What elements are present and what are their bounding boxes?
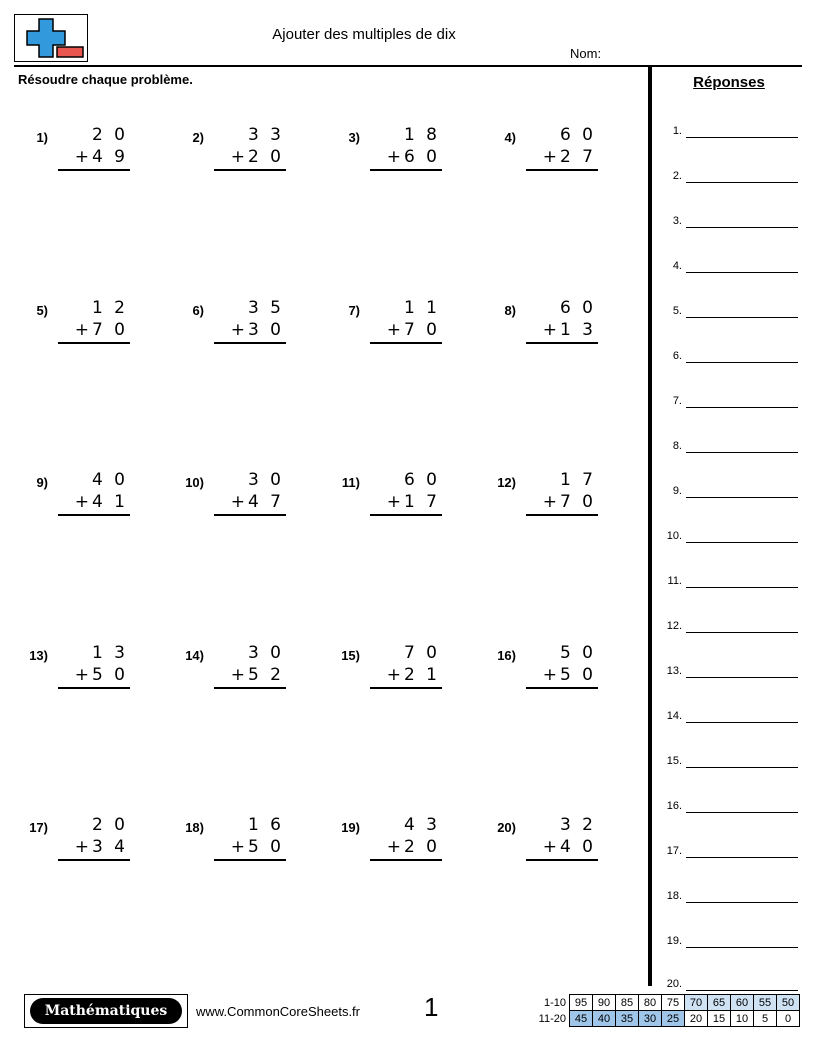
page-title: Ajouter des multiples de dix [272, 26, 456, 43]
problem-stack [370, 469, 442, 516]
score-cell: 45 [570, 1011, 593, 1027]
problem-addend-top: 1 8 [403, 125, 440, 145]
score-cell: 15 [708, 1011, 731, 1027]
problem-index: 2) [192, 130, 204, 145]
problem-index: 13) [29, 648, 48, 663]
problem-addend-bottom: +7 0 [74, 320, 128, 340]
problem-index: 5) [36, 303, 48, 318]
answer-row[interactable] [656, 974, 802, 994]
problem-addend-bottom: +5 2 [230, 665, 284, 685]
problem-addend-top: 4 3 [403, 815, 440, 835]
answer-index: 16. [666, 800, 682, 812]
problem-item [326, 457, 476, 517]
problem-stack [214, 814, 286, 861]
site-url: www.CommonCoreSheets.fr [196, 1004, 360, 1019]
problem-stack [58, 469, 130, 516]
problem-rule [526, 342, 598, 344]
problem-rule [214, 687, 286, 689]
problem-addend-top: 5 0 [559, 643, 596, 663]
problem-item [482, 457, 632, 517]
answer-row[interactable] [656, 121, 802, 141]
problem-item [482, 802, 632, 862]
problem-item [170, 457, 320, 517]
problem-stack [58, 297, 130, 344]
problem-addend-top: 1 2 [91, 298, 128, 318]
answer-index: 5. [672, 305, 682, 317]
problem-rule [58, 169, 130, 171]
problem-item [14, 112, 164, 172]
problem-item [482, 112, 632, 172]
problem-addend-bottom: +4 7 [230, 492, 284, 512]
answer-blank[interactable] [686, 632, 798, 633]
answer-blank[interactable] [686, 587, 798, 588]
problem-rule [58, 687, 130, 689]
answer-blank[interactable] [686, 542, 798, 543]
answer-index: 10. [666, 530, 682, 542]
problem-index: 16) [497, 648, 516, 663]
brand-label: Mathématiques [30, 998, 182, 1024]
answer-blank[interactable] [686, 452, 798, 453]
problem-addend-top: 2 0 [91, 815, 128, 835]
problem-addend-bottom: +4 1 [74, 492, 128, 512]
problem-stack [58, 642, 130, 689]
score-cell: 20 [685, 1011, 708, 1027]
problem-rule [526, 169, 598, 171]
problem-index: 12) [497, 475, 516, 490]
problem-index: 18) [185, 820, 204, 835]
answer-index: 12. [666, 620, 682, 632]
problem-index: 8) [504, 303, 516, 318]
score-cell: 80 [639, 995, 662, 1011]
answer-row[interactable] [656, 481, 802, 501]
answer-row[interactable] [656, 391, 802, 411]
problem-index: 1) [36, 130, 48, 145]
answer-row[interactable] [656, 571, 802, 591]
problem-rule [526, 514, 598, 516]
problems-grid [14, 112, 640, 982]
problem-addend-top: 2 0 [91, 125, 128, 145]
problem-stack [58, 814, 130, 861]
problem-stack [214, 124, 286, 171]
score-cell: 40 [593, 1011, 616, 1027]
score-cell: 10 [731, 1011, 754, 1027]
problem-addend-bottom: +4 0 [542, 837, 596, 857]
problem-index: 20) [497, 820, 516, 835]
answer-row[interactable] [656, 211, 802, 231]
problem-addend-bottom: +2 7 [542, 147, 596, 167]
problem-addend-bottom: +2 1 [386, 665, 440, 685]
score-cell: 95 [570, 995, 593, 1011]
answer-blank[interactable] [686, 947, 798, 948]
score-row-2 [532, 1011, 800, 1027]
problem-index: 14) [185, 648, 204, 663]
problem-addend-bottom: +2 0 [386, 837, 440, 857]
problem-item [14, 457, 164, 517]
worksheet-footer [14, 992, 802, 1042]
problem-item [482, 285, 632, 345]
problem-stack [370, 297, 442, 344]
answer-row[interactable] [656, 436, 802, 456]
answer-row[interactable] [656, 301, 802, 321]
score-cell: 85 [616, 995, 639, 1011]
problem-addend-top: 3 0 [247, 643, 284, 663]
answer-row[interactable] [656, 346, 802, 366]
problem-stack [370, 124, 442, 171]
problem-rule [214, 859, 286, 861]
problem-stack [370, 814, 442, 861]
answer-row[interactable] [656, 931, 802, 951]
answers-title: Réponses [693, 74, 765, 91]
answer-blank[interactable] [686, 137, 798, 138]
problem-rule [370, 859, 442, 861]
problem-addend-bottom: +5 0 [74, 665, 128, 685]
answer-index: 9. [672, 485, 682, 497]
problem-addend-top: 1 7 [559, 470, 596, 490]
answer-blank[interactable] [686, 272, 798, 273]
problem-addend-top: 1 6 [247, 815, 284, 835]
problem-item [14, 802, 164, 862]
problem-rule [58, 342, 130, 344]
problem-addend-top: 3 0 [247, 470, 284, 490]
score-cell: 60 [731, 995, 754, 1011]
answer-index: 19. [666, 935, 682, 947]
score-cell: 5 [754, 1011, 777, 1027]
answer-row[interactable] [656, 166, 802, 186]
problem-stack [370, 642, 442, 689]
answer-index: 14. [666, 710, 682, 722]
problem-addend-bottom: +2 0 [230, 147, 284, 167]
problem-rule [370, 687, 442, 689]
problem-item [482, 630, 632, 690]
logo-box [14, 14, 88, 62]
score-range-label: 11-20 [538, 1012, 566, 1025]
answer-index: 7. [672, 395, 682, 407]
answers-column [656, 66, 802, 990]
problem-stack [58, 124, 130, 171]
problem-addend-top: 6 0 [403, 470, 440, 490]
problem-stack [214, 469, 286, 516]
name-label: Nom: [570, 46, 602, 61]
problem-addend-top: 1 3 [91, 643, 128, 663]
problem-addend-bottom: +1 7 [386, 492, 440, 512]
problem-index: 6) [192, 303, 204, 318]
score-cell: 25 [662, 1011, 685, 1027]
problem-rule [58, 859, 130, 861]
answer-blank[interactable] [686, 497, 798, 498]
score-cell: 65 [708, 995, 731, 1011]
score-cell: 35 [616, 1011, 639, 1027]
math-plus-logo-icon [19, 17, 85, 61]
answer-index: 11. [667, 575, 682, 587]
problem-addend-bottom: +7 0 [386, 320, 440, 340]
problem-stack [526, 642, 598, 689]
problem-stack [526, 469, 598, 516]
answer-index: 20. [666, 978, 682, 990]
problem-addend-bottom: +3 0 [230, 320, 284, 340]
answer-index: 3. [672, 215, 682, 227]
problem-rule [214, 342, 286, 344]
answer-index: 18. [666, 890, 682, 902]
problem-addend-top: 6 0 [559, 298, 596, 318]
answer-row[interactable] [656, 886, 802, 906]
problem-item [326, 802, 476, 862]
problem-addend-top: 3 2 [559, 815, 596, 835]
problem-stack [526, 124, 598, 171]
problem-addend-top: 1 1 [403, 298, 440, 318]
answer-index: 1. [672, 125, 682, 137]
problem-rule [526, 687, 598, 689]
problem-rule [214, 514, 286, 516]
problem-item [14, 285, 164, 345]
problem-index: 19) [341, 820, 360, 835]
problem-index: 15) [341, 648, 360, 663]
problem-item [170, 630, 320, 690]
problem-addend-bottom: +3 4 [74, 837, 128, 857]
answer-row[interactable] [656, 661, 802, 681]
problem-stack [526, 297, 598, 344]
problem-stack [526, 814, 598, 861]
column-divider [648, 66, 652, 986]
score-cell: 0 [777, 1011, 800, 1027]
problem-item [326, 285, 476, 345]
problem-addend-top: 4 0 [91, 470, 128, 490]
worksheet-header [14, 14, 802, 62]
problem-item [326, 630, 476, 690]
score-cell: 90 [593, 995, 616, 1011]
problem-index: 11) [341, 475, 360, 490]
problem-item [14, 630, 164, 690]
problem-addend-top: 3 5 [247, 298, 284, 318]
score-cell: 75 [662, 995, 685, 1011]
answer-row[interactable] [656, 706, 802, 726]
problem-addend-top: 7 0 [403, 643, 440, 663]
answer-index: 2. [672, 170, 682, 182]
answer-blank[interactable] [686, 857, 798, 858]
problem-rule [370, 169, 442, 171]
answer-index: 6. [672, 350, 682, 362]
answer-blank[interactable] [686, 362, 798, 363]
answer-row[interactable] [656, 616, 802, 636]
score-cell: 55 [754, 995, 777, 1011]
problem-addend-bottom: +6 0 [386, 147, 440, 167]
problem-index: 10) [185, 475, 204, 490]
problem-addend-bottom: +1 3 [542, 320, 596, 340]
problem-index: 9) [36, 475, 48, 490]
problem-stack [214, 297, 286, 344]
answer-row[interactable] [656, 751, 802, 771]
instructions-text: Résoudre chaque problème. [18, 72, 193, 87]
answer-row[interactable] [656, 526, 802, 546]
problem-item [170, 285, 320, 345]
problem-addend-bottom: +5 0 [230, 837, 284, 857]
answer-index: 13. [666, 665, 682, 677]
answer-blank[interactable] [686, 317, 798, 318]
answer-blank[interactable] [686, 227, 798, 228]
answer-row[interactable] [656, 256, 802, 276]
score-cell: 30 [639, 1011, 662, 1027]
problem-addend-bottom: +4 9 [74, 147, 128, 167]
problem-stack [214, 642, 286, 689]
problem-addend-bottom: +7 0 [542, 492, 596, 512]
problem-index: 17) [29, 820, 48, 835]
problem-item [170, 112, 320, 172]
problem-index: 3) [348, 130, 360, 145]
problem-addend-bottom: +5 0 [542, 665, 596, 685]
page-number: 1 [424, 992, 439, 1022]
problem-item [170, 802, 320, 862]
answer-blank[interactable] [686, 407, 798, 408]
problem-index: 7) [348, 303, 360, 318]
answer-blank[interactable] [686, 722, 798, 723]
problem-rule [370, 514, 442, 516]
answer-index: 17. [666, 845, 682, 857]
answer-blank[interactable] [686, 767, 798, 768]
score-row-1 [532, 995, 800, 1011]
answer-index: 8. [672, 440, 682, 452]
score-cell: 50 [777, 995, 800, 1011]
problem-addend-top: 6 0 [559, 125, 596, 145]
answer-blank[interactable] [686, 990, 798, 991]
problem-addend-top: 3 3 [247, 125, 284, 145]
problem-rule [58, 514, 130, 516]
answer-row[interactable] [656, 841, 802, 861]
problem-rule [214, 169, 286, 171]
problem-rule [370, 342, 442, 344]
answer-index: 15. [666, 755, 682, 767]
score-table [532, 994, 800, 1027]
score-cell: 70 [685, 995, 708, 1011]
answer-row[interactable] [656, 796, 802, 816]
problem-index: 4) [504, 130, 516, 145]
score-range-label: 1-10 [543, 996, 566, 1009]
answer-blank[interactable] [686, 902, 798, 903]
problem-rule [526, 859, 598, 861]
answer-blank[interactable] [686, 182, 798, 183]
answer-index: 4. [672, 260, 682, 272]
answer-blank[interactable] [686, 812, 798, 813]
problem-item [326, 112, 476, 172]
answer-blank[interactable] [686, 677, 798, 678]
